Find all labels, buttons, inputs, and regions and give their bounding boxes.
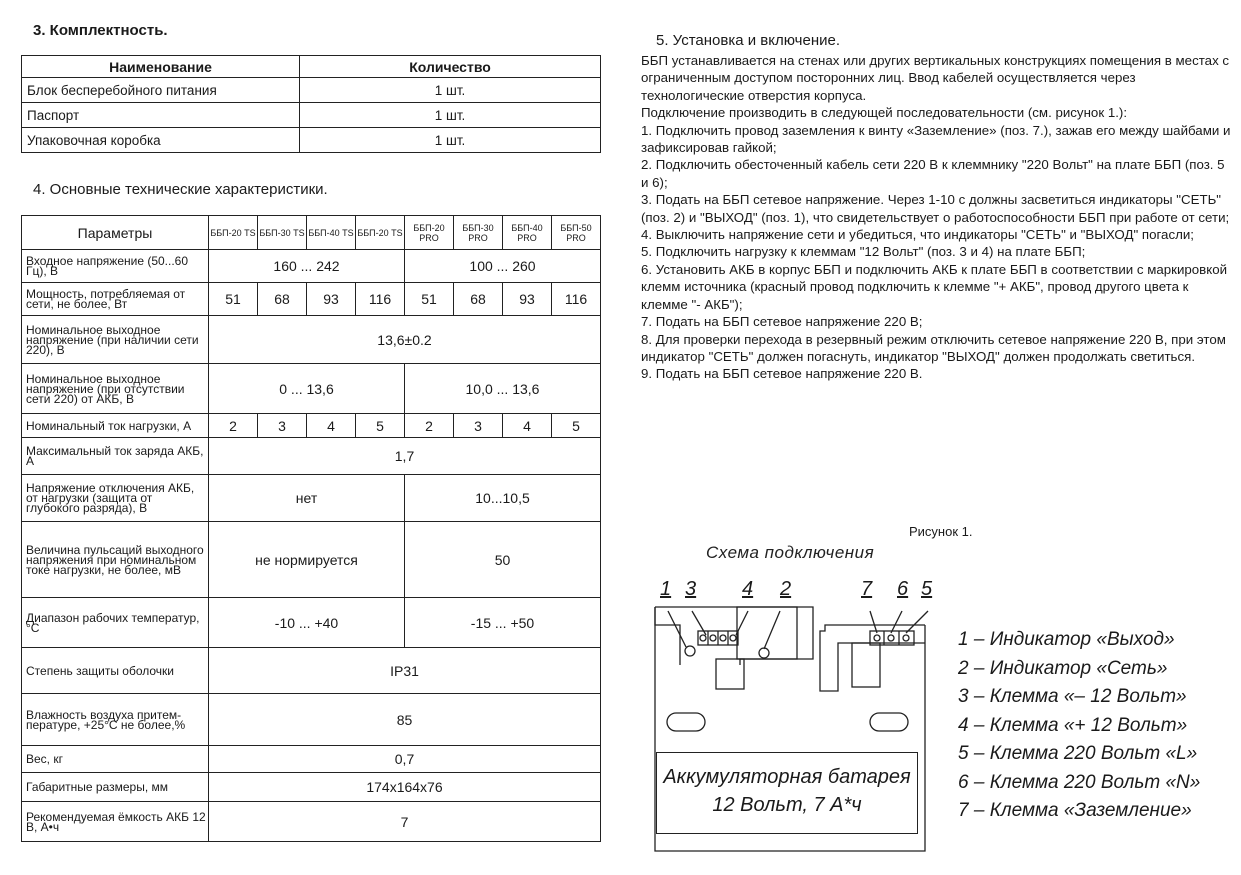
spec-table — [21, 215, 601, 842]
legend-item: 5 – Клемма 220 Вольт «L» — [958, 743, 1198, 764]
leader-line — [668, 611, 686, 647]
kit-header-name: Наименование — [22, 56, 300, 78]
param-label: Рекомендуемая ёмкость АКБ 12 В, А•ч — [22, 802, 209, 842]
model-header: ББП-50 PRO — [552, 216, 601, 250]
leader-line — [891, 611, 902, 633]
param-label: Степень защиты оболочки — [22, 648, 209, 694]
legend-item: 4 – Клемма «+ 12 Вольт» — [958, 714, 1188, 736]
instruction-step: 6. Установить АКБ в корпус ББП и подключить АКБ к плате ББП в соответствии с маркировкой клемм источника (красный провод подключить к клемме "+ АКБ", провод другого цвета к клемме "- АКБ"); — [641, 261, 1228, 312]
legend-item: 1 – Индикатор «Выход» — [958, 629, 1175, 650]
param-label: Диапазон рабочих температур, °С — [22, 598, 209, 648]
param-value: 51 — [209, 283, 258, 316]
instruction-paragraph: ББП устанавливается на стенах или других вертикальных конструкциях помещения в местах с ограниченным доступом посторонних лиц. Ввод кабелей осуществляется через технологические отверстия корпуса. — [641, 53, 1230, 103]
table-row — [22, 598, 601, 648]
table-row — [22, 746, 601, 773]
leader-line — [764, 611, 780, 649]
indicator-output-icon — [685, 646, 695, 656]
kit-header-row — [22, 56, 601, 78]
table-row — [22, 364, 601, 414]
legend-item: 3 – Клемма «– 12 Вольт» — [958, 686, 1187, 707]
battery — [656, 752, 918, 834]
kit-item-name: Паспорт — [22, 103, 300, 128]
param-value: 5 — [356, 414, 405, 438]
param-value: 160 ... 242 — [209, 250, 405, 283]
table-row — [22, 128, 601, 153]
table-row — [22, 414, 601, 438]
table-row — [22, 78, 601, 103]
position-label: 2 — [780, 578, 792, 600]
param-value: 2 — [405, 414, 454, 438]
instruction-step: 7. Подать на ББП сетевое напряжение 220 В; — [641, 314, 923, 330]
leader-line — [870, 611, 877, 633]
param-value: не нормируется — [209, 522, 405, 598]
legend-item: 6 – Клемма 220 Вольт «N» — [958, 771, 1201, 793]
instruction-step: 9. Подать на ББП сетевое напряжение 220 В. — [641, 366, 923, 382]
install-instructions — [641, 52, 1231, 383]
table-row — [22, 802, 601, 842]
param-label: Напряжение отключения АКБ, от нагрузки (защита от глубокого разряда), В — [22, 475, 209, 522]
kit-item-qty: 1 шт. — [300, 128, 601, 153]
mounting-slot — [870, 713, 908, 731]
position-label: 1 — [660, 578, 672, 600]
param-value: 93 — [503, 283, 552, 316]
instruction-step: 5. Подключить нагрузку к клеммам "12 Вольт" (поз. 3 и 4) на плате ББП; — [641, 244, 1086, 260]
param-label: Номинальное выходное напряжение (при наличии сети 220), В — [22, 316, 209, 364]
component-block — [852, 643, 880, 687]
param-value: 1,7 — [209, 438, 601, 475]
param-label: Мощность, потребляемая от сети, не более, Вт — [22, 283, 209, 316]
param-value: 13,6±0.2 — [209, 316, 601, 364]
table-row — [22, 694, 601, 746]
table-row — [22, 648, 601, 694]
table-row — [22, 103, 601, 128]
instruction-step: 8. Для проверки перехода в резервный режим отключить сетевое напряжение 220 В, при этом индикатор "СЕТЬ" должен погаснуть, индикатор "ВЫХОД" должен продолжать светиться. — [641, 331, 1226, 364]
kit-table — [21, 55, 601, 153]
param-value: -15 ... +50 — [405, 598, 601, 648]
figure-caption: Рисунок 1. — [909, 524, 973, 539]
model-header: ББП-20 TS — [209, 216, 258, 250]
param-label: Габаритные размеры, мм — [22, 773, 209, 802]
table-row — [22, 773, 601, 802]
param-value: 0 ... 13,6 — [209, 364, 405, 414]
param-value: 116 — [552, 283, 601, 316]
section-5-title: 5. Установка и включение. — [656, 32, 840, 49]
spec-header-row — [22, 216, 601, 250]
param-value: 50 — [405, 522, 601, 598]
param-value: 68 — [258, 283, 307, 316]
instruction-paragraph: Подключение производить в следующей последовательности (см. рисунок 1.): — [641, 105, 1128, 121]
table-row — [22, 283, 601, 316]
param-value: 4 — [307, 414, 356, 438]
param-value: 174х164х76 — [209, 773, 601, 802]
kit-item-qty: 1 шт. — [300, 78, 601, 103]
model-header: ББП-20 PRO — [405, 216, 454, 250]
board-outline — [655, 607, 813, 665]
param-value: 0,7 — [209, 746, 601, 773]
position-label: 6 — [897, 578, 909, 600]
kit-item-name: Упаковочная коробка — [22, 128, 300, 153]
instruction-step: 3. Подать на ББП сетевое напряжение. Через 1-10 с должны засветиться индикаторы "СЕТЬ" (поз. 2) и "ВЫХОД" (поз. 1), что свидетельствует о работоспособности ББП при работе от сети; — [641, 192, 1230, 225]
position-label: 5 — [921, 578, 933, 600]
model-header: ББП-20 TS — [356, 216, 405, 250]
model-header: ББП-30 TS — [258, 216, 307, 250]
kit-header-qty: Количество — [300, 56, 601, 78]
param-value: 116 — [356, 283, 405, 316]
param-label: Номинальное выходное напряжение (при отсутствии сети 220) от АКБ, В — [22, 364, 209, 414]
table-row — [22, 475, 601, 522]
table-row — [22, 438, 601, 475]
section-3-title: 3. Комплектность. — [33, 22, 168, 39]
param-value: 93 — [307, 283, 356, 316]
param-label: Величина пульсаций выходного напряжения при номинальном токе нагрузки, не более, мВ — [22, 522, 209, 598]
param-header: Параметры — [22, 216, 209, 250]
instruction-step: 2. Подключить обесточенный кабель сети 220 В к клеммнику "220 Вольт" на плате ББП (поз. 5 и 6); — [641, 157, 1225, 190]
board-outline — [655, 607, 680, 665]
param-value: 3 — [258, 414, 307, 438]
section-4-title: 4. Основные технические характеристики. — [33, 181, 328, 198]
param-value: нет — [209, 475, 405, 522]
param-value: -10 ... +40 — [209, 598, 405, 648]
param-label: Вес, кг — [22, 746, 209, 773]
position-label: 4 — [742, 578, 754, 600]
position-label: 3 — [685, 578, 697, 600]
legend-item: 7 – Клемма «Заземление» — [958, 800, 1192, 821]
legend-item: 2 – Индикатор «Сеть» — [958, 657, 1168, 679]
board-outline — [820, 625, 925, 691]
param-value: 4 — [503, 414, 552, 438]
param-value: 51 — [405, 283, 454, 316]
table-row — [22, 522, 601, 598]
instruction-step: 1. Подключить провод заземления к винту «Заземление» (поз. 7.), зажав его между шайбами и зафиксировав гайкой; — [641, 122, 1231, 156]
position-label: 7 — [861, 578, 873, 600]
table-row — [22, 316, 601, 364]
param-value: 68 — [454, 283, 503, 316]
scheme-title: Схема подключения — [706, 543, 875, 562]
indicator-network-icon — [759, 648, 769, 658]
param-value: 5 — [552, 414, 601, 438]
model-header: ББП-40 PRO — [503, 216, 552, 250]
param-value: IP31 — [209, 648, 601, 694]
table-row — [22, 250, 601, 283]
param-value: 3 — [454, 414, 503, 438]
mounting-slot — [667, 713, 705, 731]
param-label: Влажность воздуха притем-пературе, +25°С не более,% — [22, 694, 209, 746]
figure-legend — [958, 626, 1200, 826]
kit-item-name: Блок бесперебойного питания — [22, 78, 300, 103]
model-header: ББП-30 PRO — [454, 216, 503, 250]
param-label: Входное напряжение (50...60 Гц), В — [22, 250, 209, 283]
param-value: 85 — [209, 694, 601, 746]
param-value: 10,0 ... 13,6 — [405, 364, 601, 414]
instruction-step: 4. Выключить напряжение сети и убедиться, что индикаторы "СЕТЬ" и "ВЫХОД" погасли; — [641, 227, 1194, 243]
param-label: Максимальный ток заряда АКБ, А — [22, 438, 209, 475]
model-header: ББП-40 TS — [307, 216, 356, 250]
battery-label-line1: Аккумуляторная батарея — [663, 766, 911, 788]
battery-label-line2: 12 Вольт, 7 А*ч — [712, 794, 862, 816]
param-value: 2 — [209, 414, 258, 438]
param-value: 7 — [209, 802, 601, 842]
param-value: 10...10,5 — [405, 475, 601, 522]
kit-item-qty: 1 шт. — [300, 103, 601, 128]
param-label: Номинальный ток нагрузки, А — [22, 414, 209, 438]
param-value: 100 ... 260 — [405, 250, 601, 283]
